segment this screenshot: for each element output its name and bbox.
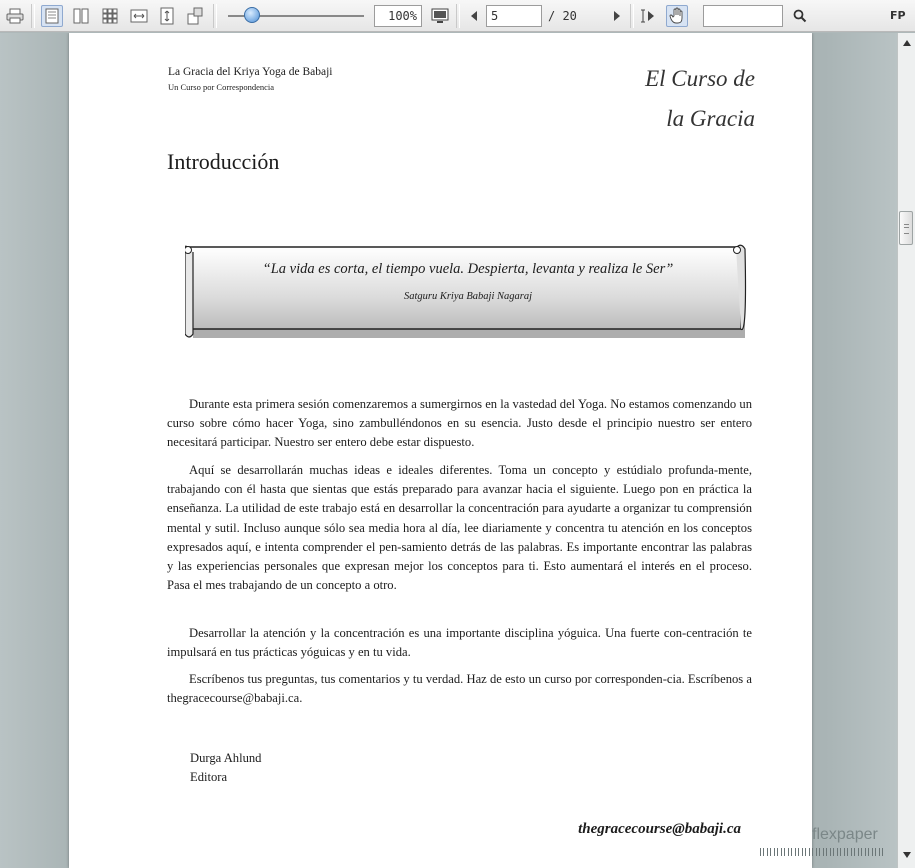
brand-logo[interactable]: FP bbox=[890, 9, 906, 22]
scroll-up-icon[interactable] bbox=[899, 36, 914, 50]
signature-name: Durga Ahlund bbox=[190, 751, 262, 765]
header-subtitle: Un Curso por Correspondencia bbox=[168, 82, 274, 92]
paragraph-2: Aquí se desarrollarán muchas ideas e ideales diferentes. Toma un concepto y estúdialo profunda-mente, trabajando con él hasta que sientas que estás preparado para avanzar hacia el siguiente. Luego pon en práctica la enseñanza. La utilidad de este trabajo está en desarrollar la concentración para ayudarte a organizar tu comprensión mental y sutil. Incluso aunque sólo sea media hora al día, lee diariamente y concentra tu atención en los conceptos expresados aquí, e intenta comprender el pen-samiento detrás de las palabras. Es importante encontrar las palabras y las experiencias personales que expresan mejor los conceptos para ti. Esto aumentará el interés en el proceso. Pasa el mes trabajando de un concepto a otro. bbox=[167, 463, 752, 593]
page-total-label: / 20 bbox=[548, 9, 577, 23]
scroll-down-icon[interactable] bbox=[899, 848, 914, 862]
previous-page-icon[interactable] bbox=[463, 5, 485, 27]
flexpaper-watermark: flexpaper bbox=[812, 826, 878, 843]
fullscreen-icon[interactable] bbox=[429, 5, 451, 27]
paragraph-4: Escríbenos tus preguntas, tus comentarios y tu verdad. Haz de esto un curso por corresponden-cia. Escríbenos a thegracecourse@babaji.ca. bbox=[167, 672, 752, 706]
zoom-input[interactable]: 100% bbox=[374, 5, 422, 27]
scroll-thumb[interactable] bbox=[899, 211, 913, 245]
hand-tool-icon[interactable] bbox=[666, 5, 688, 27]
thumbnail-view-icon[interactable] bbox=[99, 5, 121, 27]
logo-line2: la Gracia bbox=[666, 106, 755, 131]
print-icon[interactable] bbox=[4, 5, 26, 27]
next-page-icon[interactable] bbox=[606, 5, 628, 27]
two-page-view-icon[interactable] bbox=[70, 5, 92, 27]
search-icon[interactable] bbox=[789, 5, 811, 27]
toolbar bbox=[0, 0, 915, 32]
zoom-slider[interactable] bbox=[228, 12, 364, 20]
paragraph-1: Durante esta primera sesión comenzaremos a sumergirnos en la vastedad del Yoga. No estamos comenzando un curso sobre cómo hacer Yoga, sino zambulléndonos en su esencia. Justo desde el principio nuestro ser entero necesitará participar. Nuestro ser entero debe estar dispuesto. bbox=[167, 397, 752, 450]
page-number-input[interactable]: 5 bbox=[486, 5, 542, 27]
logo-line1: El Curso de bbox=[645, 66, 755, 91]
quote-text: “La vida es corta, el tiempo vuela. Despierta, levanta y realiza le Ser” bbox=[262, 261, 674, 277]
quote-author: Satguru Kriya Babaji Nagaraj bbox=[403, 291, 533, 302]
header-title: La Gracia del Kriya Yoga de Babaji bbox=[168, 66, 333, 78]
toolbar-separator bbox=[630, 4, 634, 28]
zoom-slider-handle[interactable] bbox=[244, 7, 260, 23]
paragraph-3: Desarrollar la atención y la concentración es una importante disciplina yóguica. Una fuerte con-centración te impulsará en tus prácticas yóguicas y en tu vida. bbox=[167, 626, 752, 660]
single-page-view-icon[interactable] bbox=[41, 5, 63, 27]
search-input[interactable] bbox=[703, 5, 783, 27]
page-heading: Introducción bbox=[167, 149, 280, 174]
toolbar-separator bbox=[456, 4, 460, 28]
toolbar-separator bbox=[213, 4, 217, 28]
signature-role: Editora bbox=[190, 770, 228, 784]
document-viewer[interactable] bbox=[0, 33, 897, 868]
quote-banner bbox=[185, 244, 751, 334]
rotate-icon[interactable] bbox=[184, 5, 206, 27]
text-select-icon[interactable] bbox=[637, 5, 659, 27]
watermark-barcode bbox=[760, 848, 885, 856]
vertical-scrollbar[interactable] bbox=[897, 33, 915, 868]
document-page bbox=[69, 33, 812, 868]
fit-width-icon[interactable] bbox=[128, 5, 150, 27]
toolbar-separator bbox=[31, 4, 35, 28]
fit-height-icon[interactable] bbox=[156, 5, 178, 27]
footer-email: thegracecourse@babaji.ca bbox=[578, 821, 741, 837]
